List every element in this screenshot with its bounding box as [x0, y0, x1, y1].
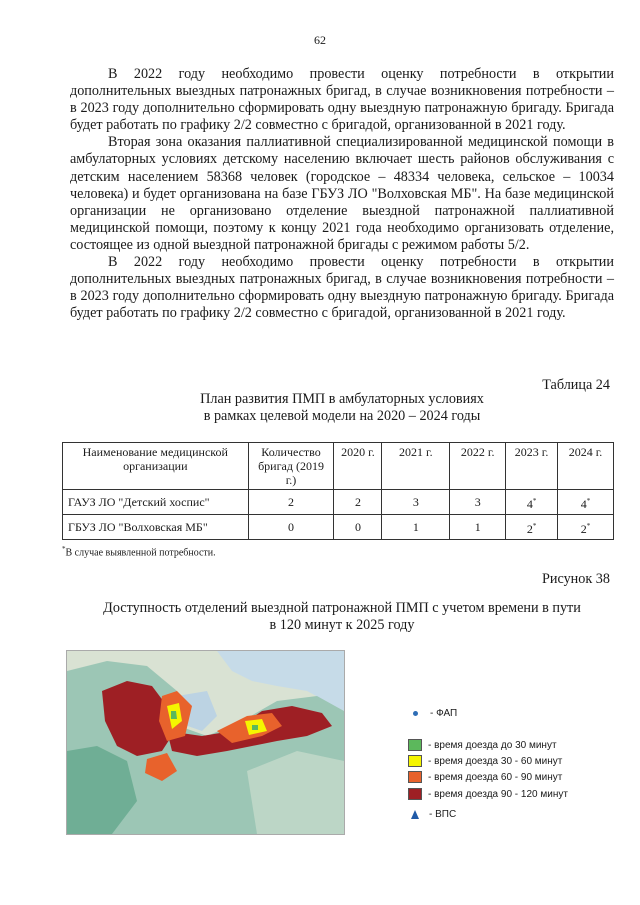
page-number: 62	[314, 33, 326, 47]
legend-label: - время доезда 30 - 60 минут	[428, 755, 563, 767]
legend-item-fap	[408, 708, 457, 719]
table-cell: 0	[334, 515, 382, 540]
table-cell	[506, 490, 558, 515]
swatch-icon	[408, 739, 422, 751]
paragraph: В 2022 году необходимо провести оценку потребности в открытии дополнительных выездных патронажных бригад, в случае возникновения потребности – в 2023 году дополнительно сформировать одну выездную патронажную бригаду. Бригада будет работать по графику 2/2 совместно с бригадой, организованной в 2021 году.	[70, 254, 614, 322]
map-image	[67, 651, 344, 834]
swatch-icon	[408, 755, 422, 767]
accessibility-map	[66, 650, 345, 835]
table-cell: 2	[248, 490, 334, 515]
legend-label: - время доезда 60 - 90 минут	[428, 771, 563, 783]
org-cell: ГБУЗ ЛО "Волховская МБ"	[63, 515, 249, 540]
table-cell: 1	[382, 515, 450, 540]
org-cell: ГАУЗ ЛО "Детский хоспис"	[63, 490, 249, 515]
dot-icon	[413, 711, 418, 716]
body-text	[70, 66, 614, 322]
legend-item-30	[408, 739, 557, 751]
footnote-text: В случае выявленной потребности.	[65, 547, 216, 559]
swatch-icon	[408, 771, 422, 783]
footnote-mark: *	[532, 496, 537, 505]
column-header: 2021 г.	[382, 443, 450, 490]
paragraph: В 2022 году необходимо провести оценку потребности в открытии дополнительных выездных патронажных бригад, в случае возникновения потребности – в 2023 году дополнительно сформировать одну выездную патронажную бригаду. Бригада будет работать по графику 2/2 совместно с бригадой, организованной в 2021 году.	[70, 66, 614, 134]
figure-title-line: Доступность отделений выездной патронажной ПМП с учетом времени в пути	[103, 600, 581, 616]
table-title-line: План развития ПМП в амбулаторных условиях	[200, 391, 484, 407]
table-header-row	[63, 443, 614, 490]
figure-title	[70, 600, 614, 634]
plan-table	[62, 442, 614, 540]
figure-title-line: в 120 минут к 2025 году	[269, 617, 415, 633]
column-header: Количество бригад (2019 г.)	[248, 443, 334, 490]
table-cell: 2	[334, 490, 382, 515]
legend-label: - ФАП	[430, 708, 458, 719]
swatch-icon	[408, 788, 422, 800]
footnote	[62, 545, 216, 558]
table-cell	[558, 515, 614, 540]
table-cell: 3	[382, 490, 450, 515]
table-cell: 0	[248, 515, 334, 540]
legend-item-vps	[408, 809, 456, 820]
table-cell: 1	[450, 515, 506, 540]
footnote-mark: *	[586, 496, 591, 505]
legend-item-60	[408, 755, 562, 767]
table-title	[70, 391, 614, 425]
table-title-line: в рамках целевой модели на 2020 – 2024 годы	[203, 408, 481, 424]
table-cell	[506, 515, 558, 540]
column-header: 2022 г.	[450, 443, 506, 490]
legend-label: - время доезда 90 - 120 минут	[428, 788, 568, 800]
legend-item-90	[408, 771, 562, 783]
table-label: Таблица 24	[542, 377, 610, 393]
paragraph: Вторая зона оказания паллиативной специализированной медицинской помощи в амбулаторных условиях детскому населению включает шесть районов обслуживания с детским населением 58368 человек (городское – 48334 человека, сельское – 10034 человека) и будет организована на базе ГБУЗ ЛО "Волховская МБ". На базе медицинской организации не организовано отделение выездной патронажной паллиативной медицинской помощи, поэтому к концу 2021 года необходимо организовать отделение, состоящее из одной выездной патронажной бригады с режимом работы 5/2.	[70, 134, 614, 253]
cell-value: 4	[580, 496, 587, 511]
table-cell: 3	[450, 490, 506, 515]
cell-value: 2	[580, 521, 587, 536]
table-row	[63, 515, 614, 540]
column-header: 2024 г.	[558, 443, 614, 490]
legend-item-120	[408, 788, 568, 800]
table-row	[63, 490, 614, 515]
column-header: 2023 г.	[506, 443, 558, 490]
footnote-mark: *	[62, 545, 66, 553]
legend-label: - ВПС	[429, 809, 457, 820]
footnote-mark: *	[532, 521, 537, 530]
triangle-icon	[411, 810, 419, 819]
cell-value: 4	[526, 496, 533, 511]
figure-label: Рисунок 38	[541, 571, 610, 587]
column-header: 2020 г.	[334, 443, 382, 490]
table-cell	[558, 490, 614, 515]
cell-value: 2	[526, 521, 533, 536]
legend-label: - время доезда до 30 минут	[428, 739, 557, 751]
footnote-mark: *	[586, 521, 591, 530]
column-header: Наименование медицинской организации	[63, 443, 249, 490]
